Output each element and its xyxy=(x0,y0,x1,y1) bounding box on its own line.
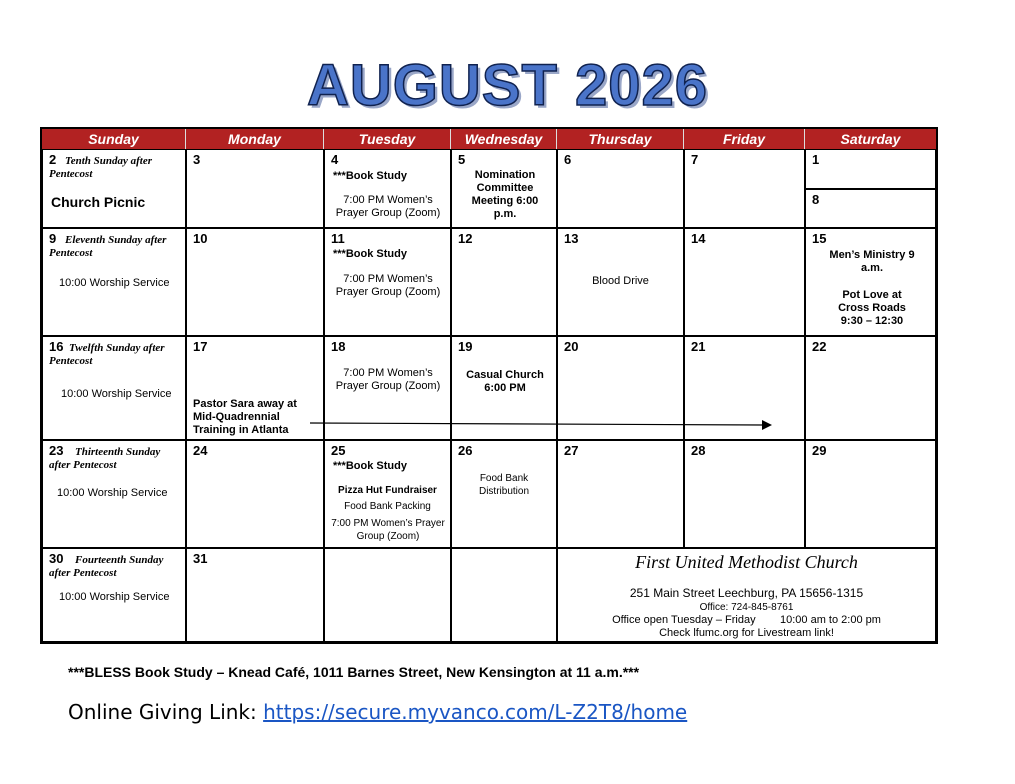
weekday-thursday: Thursday xyxy=(557,129,684,149)
empty-cell xyxy=(324,548,451,642)
day-cell-27 xyxy=(557,440,684,548)
bless-book-study-note: ***BLESS Book Study – Knead Café, 1011 Barnes Street, New Kensington at 11 a.m.*** xyxy=(68,664,640,680)
day-number: 15 xyxy=(812,231,827,246)
weekday-friday: Friday xyxy=(684,129,805,149)
day-number: 2 xyxy=(49,152,57,167)
event-womens-prayer: 7:00 PM Women’s Prayer Group (Zoom) xyxy=(331,518,445,542)
day-number: 14 xyxy=(691,231,706,246)
day-number: 13 xyxy=(564,231,579,246)
weekday-saturday: Saturday xyxy=(805,129,936,149)
online-giving xyxy=(68,700,687,724)
day-number: 8 xyxy=(812,192,820,207)
day-number: 5 xyxy=(458,152,466,167)
online-giving-label: Online Giving Link: xyxy=(68,700,264,724)
church-livestream-note: Check lfumc.org for Livestream link! xyxy=(659,627,834,639)
church-office-hours: Office open Tuesday – Friday 10:00 am to 2:00 pm xyxy=(612,614,881,626)
calendar-title: AUGUST 2026 xyxy=(306,53,709,118)
event-food-bank-distribution: Food Bank Distribution xyxy=(478,473,530,497)
calendar-grid xyxy=(40,127,938,644)
day-number: 4 xyxy=(331,152,339,167)
event-womens-prayer: 7:00 PM Women’s Prayer Group (Zoom) xyxy=(335,367,441,392)
day-number: 18 xyxy=(331,339,346,354)
day-number: 9 xyxy=(49,231,57,246)
event-worship-service: 10:00 Worship Service xyxy=(61,388,172,400)
event-worship-service: 10:00 Worship Service xyxy=(59,277,170,289)
liturgical-day: Fourteenth Sunday after Pentecost xyxy=(49,554,164,579)
day-cell-24 xyxy=(186,440,324,548)
day-cell-31 xyxy=(186,548,324,642)
day-number: 11 xyxy=(331,231,345,246)
day-number: 26 xyxy=(458,443,473,458)
church-office-phone: Office: 724-845-8761 xyxy=(699,602,794,613)
online-giving-link[interactable]: https://secure.myvanco.com/L-Z2T8/home xyxy=(263,700,688,724)
day-number: 27 xyxy=(564,443,579,458)
day-number: 16 xyxy=(49,339,64,354)
event-mens-ministry: Men’s Ministry 9 a.m. xyxy=(829,249,915,274)
event-worship-service: 10:00 Worship Service xyxy=(57,487,168,499)
day-number: 17 xyxy=(193,339,208,354)
church-name: First United Methodist Church xyxy=(635,552,858,572)
day-number: 10 xyxy=(193,231,208,246)
day-number: 25 xyxy=(331,443,346,458)
event-blood-drive: Blood Drive xyxy=(592,275,649,287)
day-cell-28 xyxy=(684,440,805,548)
weekday-sunday: Sunday xyxy=(42,129,186,149)
event-church-picnic: Church Picnic xyxy=(51,194,146,210)
day-number: 22 xyxy=(812,339,827,354)
day-number: 28 xyxy=(691,443,706,458)
liturgical-day: Twelfth Sunday after Pentecost xyxy=(49,342,165,367)
day-number: 30 xyxy=(49,551,64,566)
day-cell-26 xyxy=(451,440,557,548)
day-number: 20 xyxy=(564,339,579,354)
weekday-wednesday: Wednesday xyxy=(451,129,557,149)
liturgical-day: Tenth Sunday after Pentecost xyxy=(49,155,153,180)
church-address: 251 Main Street Leechburg, PA 15656-1315 xyxy=(629,586,864,600)
event-food-bank-packing: Food Bank Packing xyxy=(344,501,431,512)
liturgical-day: Thirteenth Sunday after Pentecost xyxy=(49,446,161,471)
liturgical-day: Eleventh Sunday after Pentecost xyxy=(49,234,167,259)
church-info-box xyxy=(557,548,936,642)
day-number: 6 xyxy=(564,152,572,167)
day-number: 31 xyxy=(193,551,208,566)
day-cell-30 xyxy=(42,548,186,642)
day-number: 1 xyxy=(812,152,820,167)
day-cell-25 xyxy=(324,440,451,548)
day-number: 29 xyxy=(812,443,827,458)
day-number: 21 xyxy=(691,339,706,354)
day-number: 3 xyxy=(193,152,201,167)
event-nomination-meeting: Nomination Committee Meeting 6:00 p.m. xyxy=(471,169,539,220)
event-book-study: ***Book Study xyxy=(333,248,407,260)
event-pot-love: Pot Love at Cross Roads 9:30 – 12:30 xyxy=(838,289,906,327)
event-womens-prayer: 7:00 PM Women’s Prayer Group (Zoom) xyxy=(335,273,441,298)
day-cell-23 xyxy=(42,440,186,548)
day-cell-29 xyxy=(805,440,936,548)
event-pizza-hut-fundraiser: Pizza Hut Fundraiser xyxy=(338,485,437,496)
empty-cell xyxy=(451,548,557,642)
day-number: 12 xyxy=(458,231,473,246)
day-number: 24 xyxy=(193,443,208,458)
event-worship-service: 10:00 Worship Service xyxy=(59,591,170,603)
event-book-study: ***Book Study xyxy=(333,170,407,182)
day-number: 7 xyxy=(691,152,699,167)
event-book-study: ***Book Study xyxy=(333,460,407,472)
weekday-tuesday: Tuesday xyxy=(324,129,451,149)
event-womens-prayer: 7:00 PM Women’s Prayer Group (Zoom) xyxy=(335,194,441,219)
day-number: 19 xyxy=(458,339,473,354)
event-pastor-away: Pastor Sara away at Mid-Quadrennial Training in Atlanta xyxy=(193,398,297,436)
day-number: 23 xyxy=(49,443,64,458)
event-casual-church: Casual Church 6:00 PM xyxy=(466,369,544,394)
weekday-monday: Monday xyxy=(186,129,324,149)
